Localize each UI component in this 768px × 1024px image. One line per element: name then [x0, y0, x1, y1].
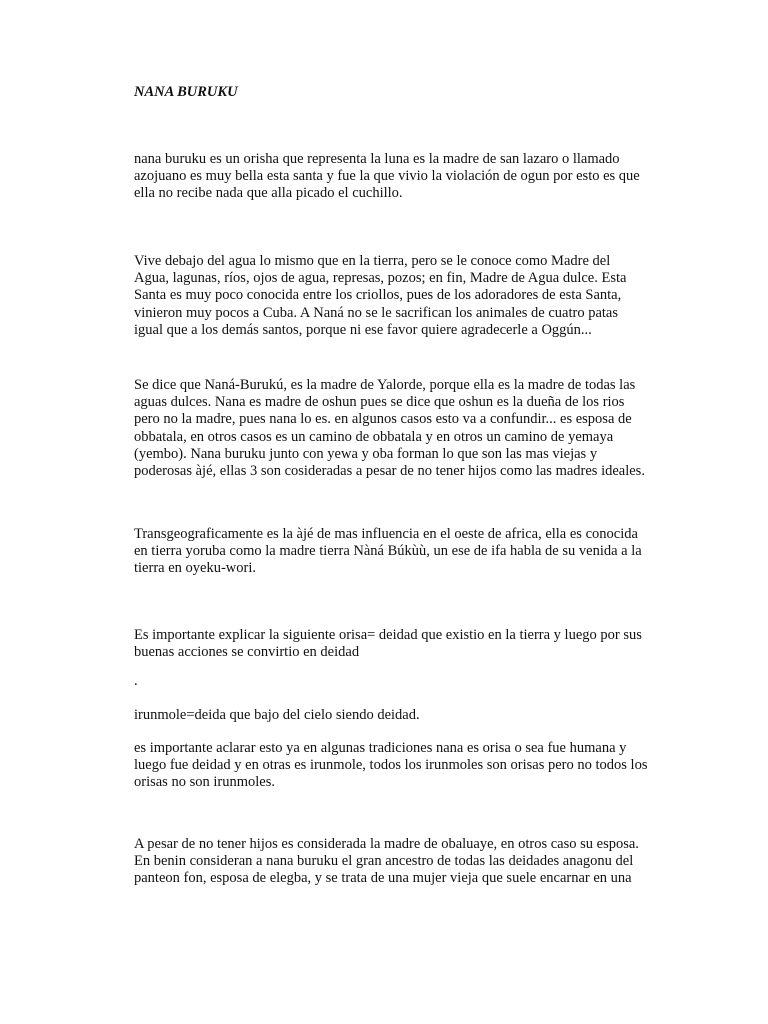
- text-line: Santa es muy poco conocida entre los criollos, pues de los adoradores de esta Santa,: [134, 287, 622, 304]
- text-line: igual que a los demás santos, porque ni ese favor quiere agradecerle a Oggún...: [134, 321, 592, 338]
- paragraph-8: [134, 740, 648, 792]
- text-line: Transgeograficamente es la àjé de mas influencia en el oeste de africa, ella es conocida: [134, 526, 638, 542]
- document-title: NANA BURUKU: [134, 84, 238, 100]
- text-line: pero no la madre, pues nana lo es. en algunos casos esto va a confundir... es esposa de: [134, 411, 632, 428]
- text-line: obbatala, en otros casos es un camino de obbatala y en otros un camino de yemaya: [134, 428, 614, 445]
- paragraph-6: [134, 673, 644, 690]
- text-line: A pesar de no tener hijos es considerada la madre de obaluaye, en otros caso su esposa.: [134, 836, 639, 852]
- paragraph-9: [134, 836, 644, 888]
- text-line: En benin consideran a nana buruku el gran ancestro de todas las deidades anagonu del: [134, 853, 634, 870]
- text-line: (yembo). Nana buruku junto con yewa y oba forman lo que son las mas viejas y: [134, 445, 598, 462]
- text-line: Agua, lagunas, ríos, ojos de agua, represas, pozos; en fin, Madre de Agua dulce. Esta: [134, 270, 627, 287]
- text-line: luego fue deidad y en otras es irunmole, todos los irunmoles son orisas pero no todos los: [134, 757, 648, 774]
- text-line: buenas acciones se convirtio en deidad: [134, 644, 360, 661]
- text-line: ella no recibe nada que alla picado el cuchillo.: [134, 185, 403, 202]
- paragraph-4: [134, 526, 644, 578]
- text-line: azojuano es muy bella esta santa y fue la que vivio la violación de ogun por esto es que: [134, 168, 640, 185]
- paragraph-3: [134, 377, 644, 480]
- text-line: Es importante explicar la siguiente orisa= deidad que existio en la tierra y luego por sus: [134, 627, 642, 643]
- text-line: .: [134, 673, 138, 689]
- text-line: orisas no son irunmoles.: [134, 774, 275, 791]
- text-line: panteon fon, esposa de elegba, y se trata de una mujer vieja que suele encarnar en una: [134, 870, 632, 887]
- text-line: poderosas àjé, ellas 3 son cosideradas a pesar de no tener hijos como las madres ideales.: [134, 463, 645, 480]
- text-line: es importante aclarar esto ya en algunas tradiciones nana es orisa o sea fue humana y: [134, 740, 627, 756]
- paragraph-7: [134, 707, 644, 724]
- text-line: en tierra yoruba como la madre tierra Nàná Búkùù, un ese de ifa habla de su venida a la: [134, 543, 642, 560]
- text-line: Se dice que Naná-Burukú, es la madre de Yalorde, porque ella es la madre de todas las: [134, 377, 636, 393]
- text-line: nana buruku es un orisha que representa la luna es la madre de san lazaro o llamado: [134, 151, 620, 167]
- text-line: Vive debajo del agua lo mismo que en la tierra, pero se le conoce como Madre del: [134, 253, 611, 269]
- paragraph-5: [134, 627, 644, 661]
- text-line: irunmole=deida que bajo del cielo siendo deidad.: [134, 707, 420, 723]
- paragraph-1: [134, 151, 644, 203]
- text-line: aguas dulces. Nana es madre de oshun pues se dice que oshun es la dueña de los rios: [134, 394, 625, 411]
- paragraph-2: [134, 253, 644, 339]
- text-line: tierra en oyeku-wori.: [134, 560, 256, 577]
- text-line: vinieron muy pocos a Cuba. A Naná no se le sacrifican los animales de cuatro patas: [134, 304, 618, 321]
